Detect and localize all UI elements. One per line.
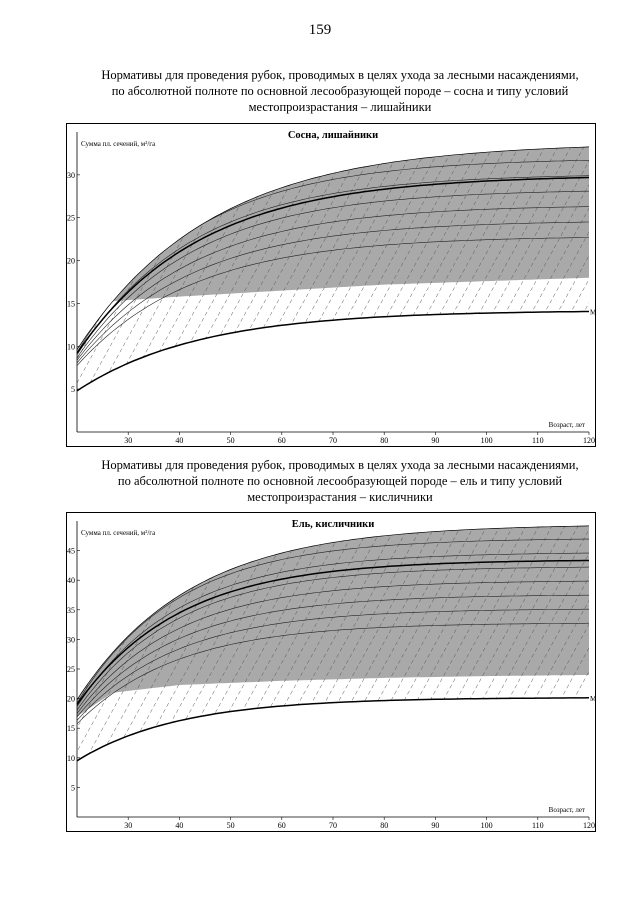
x-tick-label: 80: [380, 436, 389, 445]
y-tick-label: 25: [67, 213, 75, 223]
y-tick-label: 15: [67, 299, 75, 309]
x-tick-label: 120: [583, 821, 595, 830]
x-tick-label: 70: [329, 821, 337, 830]
x-tick-label: 40: [175, 821, 184, 830]
x-tick-label: 110: [531, 821, 544, 830]
y-tick-label: 35: [67, 605, 75, 615]
curve-M: [77, 312, 589, 391]
caption-pine-line-1: Нормативы для проведения рубок, проводимых в целях ухода за лесными насаждениями,: [101, 68, 579, 82]
y-tick-label: 40: [67, 576, 75, 586]
y-tick-label: 10: [67, 753, 75, 763]
curve-end-label: M: [590, 308, 597, 317]
curve-end-label: M: [590, 694, 597, 703]
y-tick-label: 15: [67, 724, 75, 734]
x-tick-label: 80: [380, 821, 389, 830]
page-number: 159: [308, 22, 332, 38]
x-tick-label: 100: [480, 436, 493, 445]
y-tick-label: 30: [67, 635, 75, 645]
y-tick-label: 5: [71, 783, 75, 793]
chart-title: Ель, кисличники: [291, 519, 375, 530]
y-tick-label: 20: [67, 256, 75, 266]
y-tick-label: 30: [67, 170, 75, 180]
x-tick-label: 30: [124, 821, 133, 830]
chart-spruce: [67, 513, 595, 831]
caption-pine-line-2: по абсолютной полноте по основной лесообразующей породе – сосна и типу условий: [111, 84, 569, 98]
chart-pine: [67, 124, 595, 446]
x-tick-label: 40: [175, 436, 184, 445]
x-tick-label: 50: [226, 821, 235, 830]
x-tick-label: 100: [480, 821, 493, 830]
x-axis-label: Возраст, лет: [548, 421, 585, 429]
x-tick-label: 60: [277, 436, 286, 445]
y-tick-label: 45: [67, 546, 75, 556]
chart-spruce-panel: [66, 512, 596, 832]
y-tick-label: 25: [67, 665, 75, 674]
chart-title: Сосна, лишайники: [287, 130, 379, 141]
x-tick-label: 90: [431, 821, 440, 830]
x-axis-label: Возраст, лет: [548, 806, 585, 814]
x-tick-label: 120: [583, 436, 595, 445]
x-tick-label: 90: [431, 436, 440, 445]
curve-M: [77, 698, 589, 761]
caption-spruce-line-3: местопроизрастания – кисличники: [247, 490, 433, 504]
caption-spruce-line-1: Нормативы для проведения рубок, проводимых в целях ухода за лесными насаждениями,: [101, 458, 579, 472]
caption-pine-line-3: местопроизрастания – лишайники: [248, 100, 432, 114]
x-tick-label: 30: [124, 436, 133, 445]
caption-spruce: [70, 457, 610, 505]
x-tick-label: 70: [329, 436, 337, 445]
caption-spruce-line-2: по абсолютной полноте по основной лесообразующей породе – ель и типу условий: [117, 474, 563, 488]
y-tick-label: 10: [67, 342, 75, 352]
x-tick-label: 110: [531, 436, 544, 445]
x-tick-label: 60: [277, 821, 286, 830]
y-axis-label: Сумма пл. сечений, м²/га: [81, 529, 156, 537]
caption-pine: [70, 67, 610, 115]
y-tick-label: 20: [67, 694, 75, 704]
y-axis-label: Сумма пл. сечений, м²/га: [81, 140, 156, 148]
y-tick-label: 5: [71, 385, 75, 395]
chart-pine-panel: [66, 123, 596, 447]
x-tick-label: 50: [226, 436, 235, 445]
